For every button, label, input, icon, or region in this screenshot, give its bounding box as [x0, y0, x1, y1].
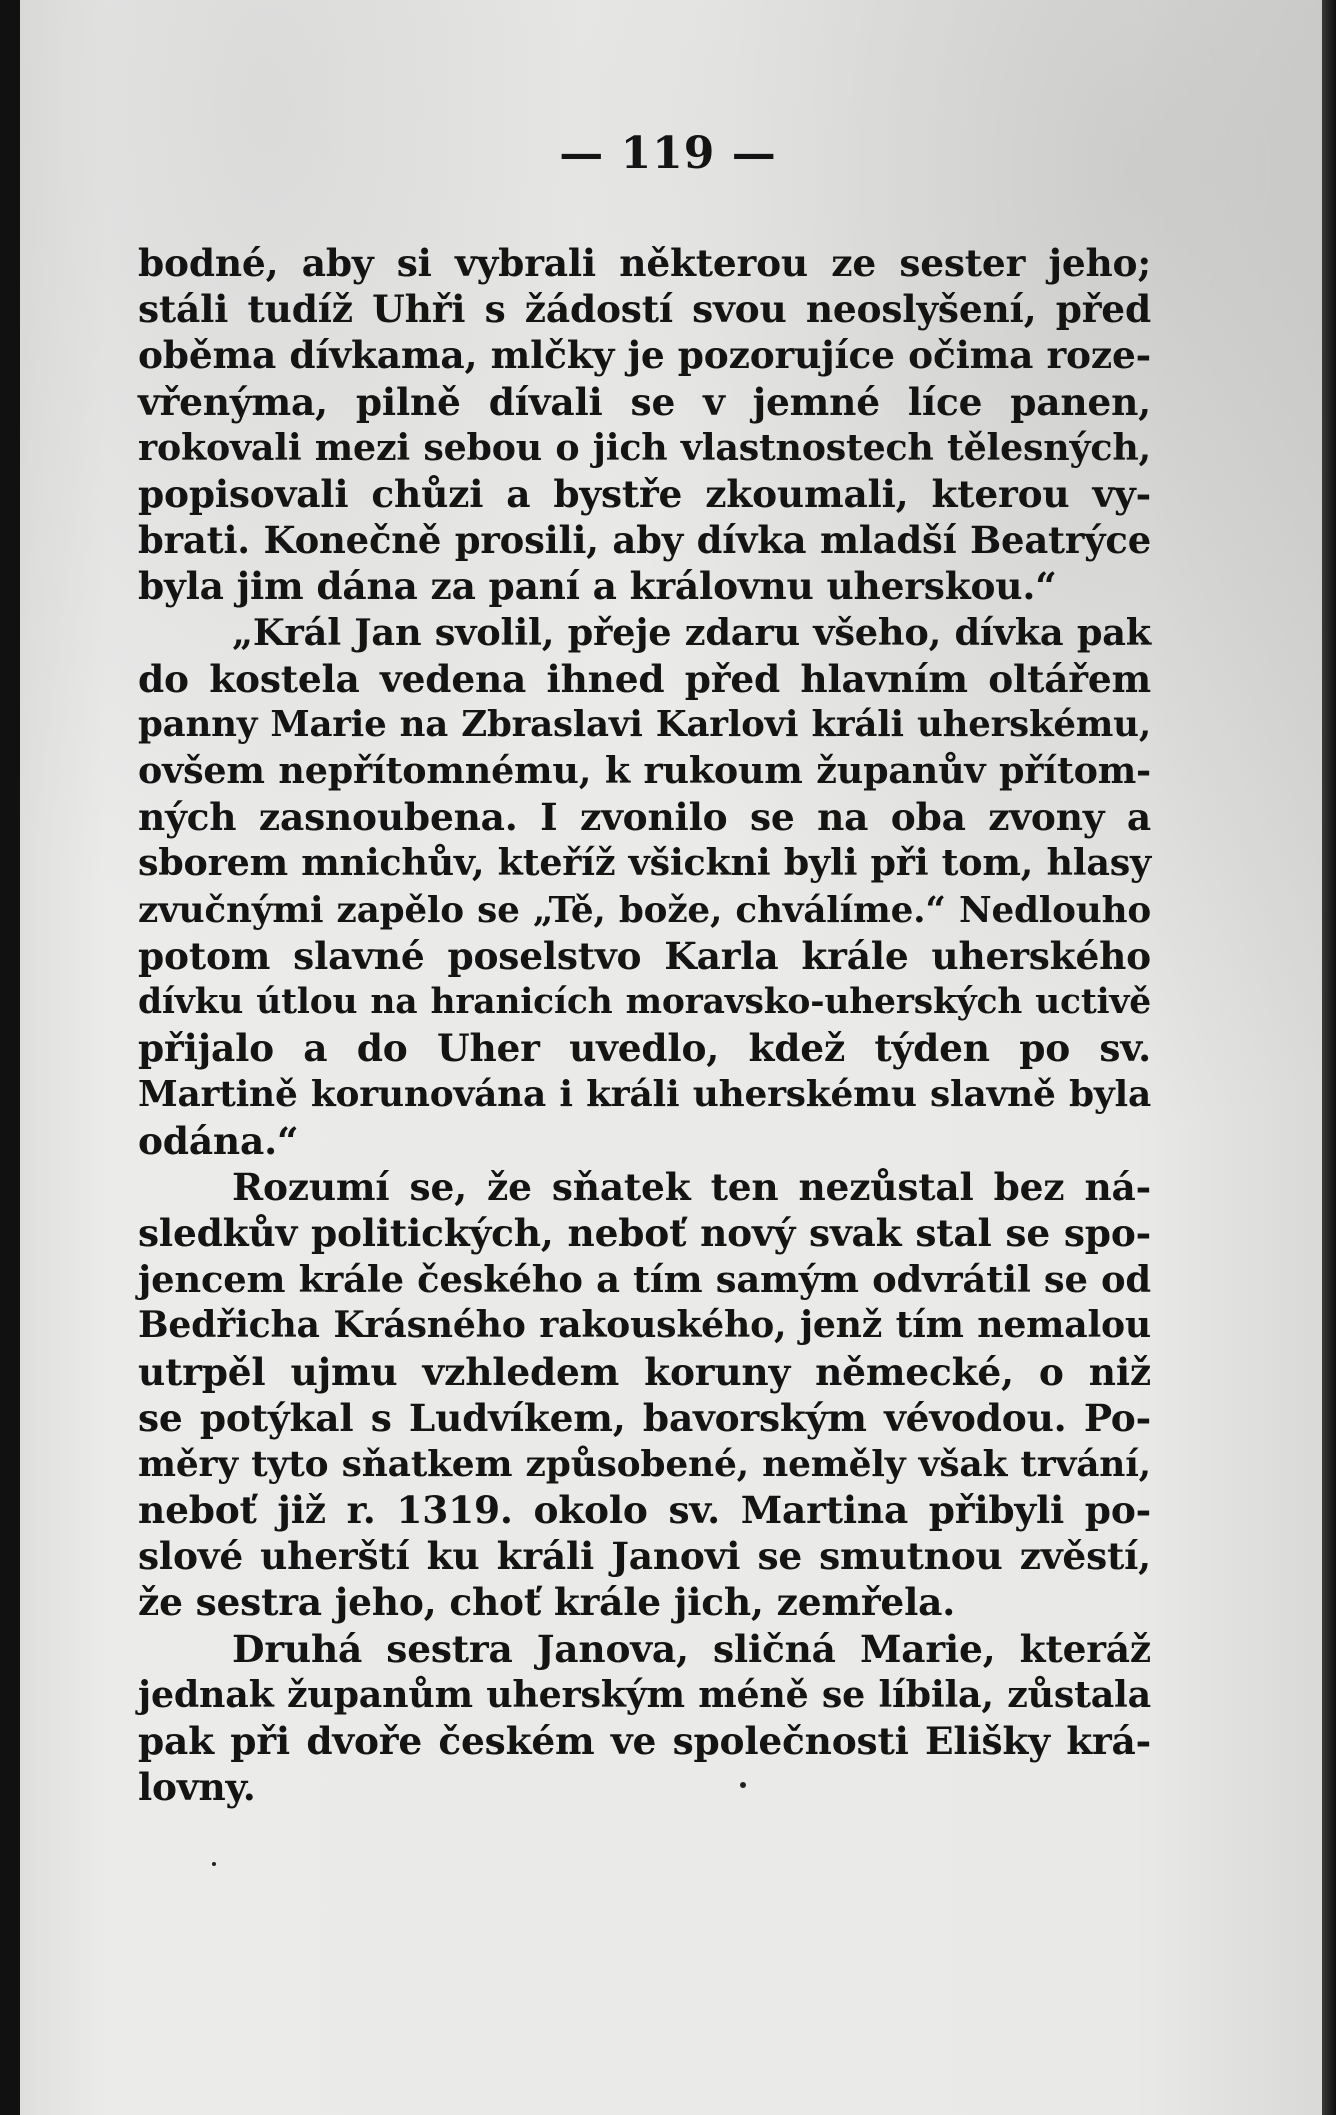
text-line: brati. Konečně prosili, aby dívka mladší Beatrýce: [138, 518, 1151, 563]
text-line: že sestra jeho, choť krále jich, zemřela.: [138, 1580, 956, 1625]
text-line: slové uherští ku králi Janovi se smutnou zvěstí,: [138, 1534, 1151, 1579]
text-line: „Král Jan svolil, přeje zdaru všeho, dívka pak: [232, 610, 1151, 654]
text-line: stáli tudíž Uhři s žádostí svou neoslyšení, před: [138, 287, 1151, 332]
text-line: přijalo a do Uher uvedlo, kdež týden po sv.: [138, 1026, 1151, 1071]
text-line: Bedřicha Krásného rakouského, jenž tím nemalou: [138, 1303, 1151, 1347]
text-line: dívku útlou na hranicích moravsko-uherských uctivě: [138, 982, 1151, 1022]
text-line: jednak županům uherským méně se líbila, zůstala: [138, 1672, 1151, 1716]
text-line: pak při dvoře českém ve společnosti Elišky krá-: [138, 1719, 1151, 1763]
text-line: potom slavné poselstvo Karla krále uherského: [138, 933, 1151, 978]
text-line: sborem mnichův, kteříž všickni byli při tom, hlasy: [138, 841, 1151, 885]
text-line: ovšem nepřítomnému, k rukoum županův přítom-: [138, 749, 1151, 793]
text-line: ných zasnoubena. I zvonilo se na oba zvony a: [138, 795, 1151, 840]
text-line: oběma dívkama, mlčky je pozorujíce očima roze-: [138, 333, 1151, 378]
text-line: lovny.: [138, 1765, 256, 1810]
text-line: do kostela vedena ihned před hlavním oltářem: [138, 656, 1151, 701]
text-line: neboť již r. 1319. okolo sv. Martina přibyli po-: [138, 1488, 1151, 1533]
text-line: bodné, aby si vybrali některou ze sester jeho;: [138, 241, 1151, 285]
text-line: Druhá sestra Janova, sličná Marie, kteráž: [232, 1626, 1151, 1671]
page-number: — 119 —: [559, 128, 777, 179]
text-line: vřenýma, pilně dívali se v jemné líce panen,: [138, 379, 1151, 424]
text-line: panny Marie na Zbraslavi Karlovi králi uherskému,: [138, 703, 1151, 745]
text-line: byla jim dána za paní a královnu uherskou.“: [138, 564, 1057, 609]
text-line: rokovali mezi sebou o jich vlastnostech tělesných,: [138, 425, 1151, 469]
ink-speck: [212, 1862, 216, 1866]
text-line: Rozumí se, že sňatek ten nezůstal bez ná-: [232, 1164, 1151, 1209]
ink-speck: [740, 1782, 746, 1788]
text-line: zvučnými zapělo se „Tě, bože, chválíme.“ Nedlouho: [138, 888, 1151, 931]
text-line: sledkův politických, neboť nový svak stal se spo-: [138, 1210, 1151, 1255]
text-line: jencem krále českého a tím samým odvrátil se od: [138, 1257, 1151, 1302]
text-line: se potýkal s Ludvíkem, bavorským vévodou. Po-: [138, 1395, 1151, 1440]
scan-right-border: [1322, 0, 1336, 2115]
text-line: popisovali chůzi a bystře zkoumali, kterou vy-: [138, 471, 1151, 516]
text-line: měry tyto sňatkem způsobené, neměly však trvání,: [138, 1442, 1151, 1485]
scan-left-border: [0, 0, 20, 2115]
text-line: utrpěl ujmu vzhledem koruny německé, o niž: [138, 1349, 1151, 1394]
text-line: odána.“: [138, 1118, 299, 1163]
body-text: [138, 240, 1151, 1810]
text-line: Martině korunována i králi uherskému slavně byla: [138, 1073, 1151, 1116]
